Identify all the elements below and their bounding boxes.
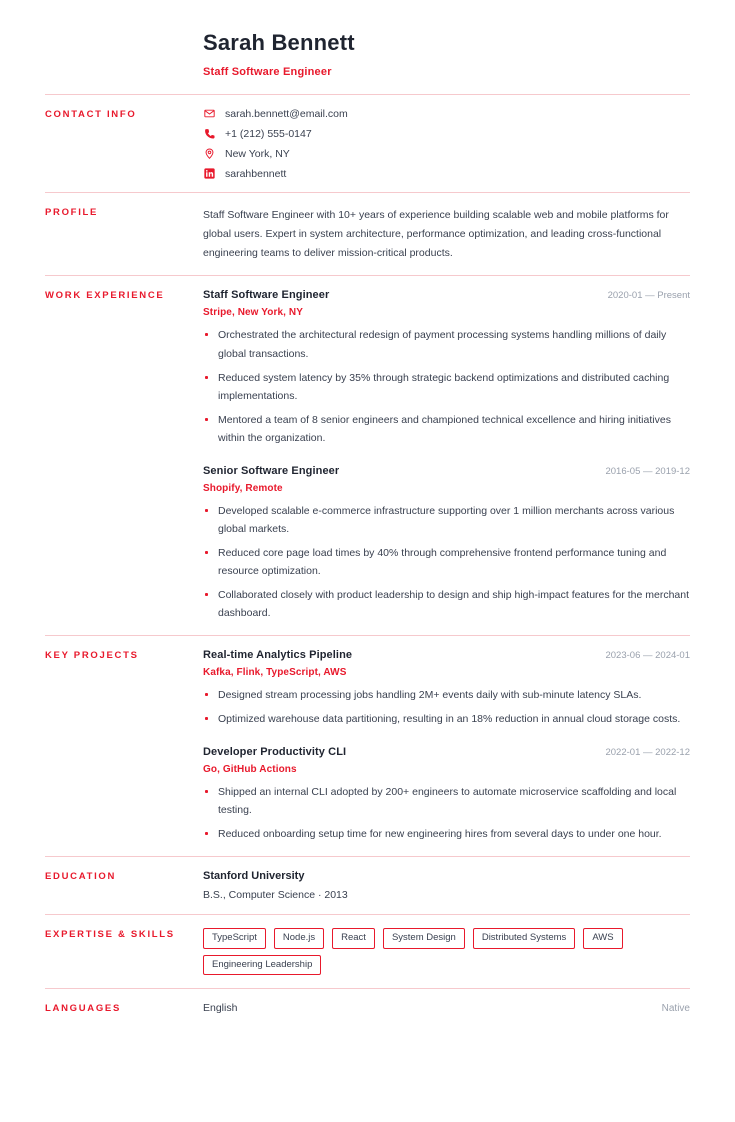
work-entry-company: Shopify, Remote (203, 482, 283, 494)
bullet-item: Orchestrated the architectural redesign of payment processing systems handling millions of daily global transactions. (203, 326, 690, 362)
contact-list (203, 108, 690, 179)
bullet-item: Reduced core page load times by 40% through comprehensive frontend performance tuning and resource optimization. (203, 544, 690, 580)
bullet-item: Reduced system latency by 35% through strategic backend optimizations and distributed caching implementations. (203, 369, 690, 405)
skill-chip: System Design (383, 928, 465, 948)
work-entry-date: 2016-05 — 2019-12 (605, 465, 690, 477)
location-pin-icon (203, 148, 216, 159)
section-label-profile: PROFILE (45, 207, 99, 219)
candidate-name: Sarah Bennett (203, 30, 355, 55)
section-languages (45, 988, 690, 1028)
section-profile (45, 192, 690, 275)
bullet-item: Designed stream processing jobs handling 2M+ events daily with sub-minute latency SLAs. (203, 686, 690, 704)
language-row (203, 1002, 690, 1014)
bullet-item: Developed scalable e-commerce infrastructure supporting over 1 million merchants across various global markets. (203, 502, 690, 538)
skill-chip: TypeScript (203, 928, 266, 948)
education-school: Stanford University (203, 870, 305, 883)
work-entry-title: Senior Software Engineer (203, 464, 340, 477)
project-entry-header (203, 649, 690, 661)
skill-chip: Node.js (274, 928, 324, 948)
section-label-expertise-skills: EXPERTISE & SKILLS (45, 929, 175, 941)
key-projects-list (203, 649, 690, 843)
profile-body (203, 206, 690, 262)
section-label-contact-info: CONTACT INFO (45, 109, 137, 121)
project-entry-title: Real-time Analytics Pipeline (203, 649, 353, 662)
contact-item-phone[interactable] (203, 128, 690, 139)
bullet-item: Optimized warehouse data partitioning, resulting in an 18% reduction in annual cloud storage costs. (203, 710, 690, 728)
work-entry (203, 289, 690, 446)
skill-chip: Engineering Leadership (203, 955, 321, 975)
resume-header (45, 0, 690, 94)
skills-body (203, 928, 690, 975)
envelope-icon (203, 108, 216, 119)
section-expertise-skills (45, 914, 690, 988)
profile-summary-text: Staff Software Engineer with 10+ years of experience building scalable web and mobile platforms for global users. Expert in system architecture, performance optimization, and leading cross-functional engineering teams to deliver mission-critical products. (203, 209, 669, 259)
contact-item-linkedin[interactable] (203, 168, 690, 179)
project-entry-header (203, 746, 690, 758)
education-degree: B.S., Computer Science · 2013 (203, 889, 348, 902)
work-entry-date: 2020-01 — Present (607, 290, 690, 302)
contact-value-linkedin: sarahbennett (225, 167, 287, 180)
education-list (203, 870, 690, 901)
language-name: English (203, 1002, 238, 1015)
bullet-item: Mentored a team of 8 senior engineers and championed technical excellence and hiring initiatives within the organization. (203, 411, 690, 447)
contact-value-phone: +1 (212) 555-0147 (225, 127, 312, 140)
section-label-education: EDUCATION (45, 871, 117, 883)
linkedin-icon (203, 168, 216, 179)
contact-item-location[interactable] (203, 148, 690, 159)
work-entry-title: Staff Software Engineer (203, 289, 330, 302)
contact-value-location: New York, NY (225, 147, 290, 160)
section-key-projects (45, 635, 690, 856)
section-contact-info (45, 94, 690, 192)
contact-value-email: sarah.bennett@email.com (225, 107, 348, 120)
project-entry-bullets (203, 686, 690, 728)
candidate-job-title: Staff Software Engineer (203, 66, 332, 79)
project-entry-date: 2023-06 — 2024-01 (605, 650, 690, 662)
bullet-item: Shipped an internal CLI adopted by 200+ engineers to automate microservice scaffolding and local testing. (203, 783, 690, 819)
skill-chip-list (203, 928, 690, 975)
project-entry-title: Developer Productivity CLI (203, 746, 347, 759)
phone-icon (203, 128, 216, 139)
skill-chip: AWS (583, 928, 622, 948)
section-education (45, 856, 690, 914)
section-work-experience (45, 275, 690, 635)
project-entry (203, 746, 690, 843)
work-experience-list (203, 289, 690, 622)
bullet-item: Collaborated closely with product leadership to design and ship high-impact features for the merchant dashboard. (203, 586, 690, 622)
skill-chip: React (332, 928, 375, 948)
skill-chip: Distributed Systems (473, 928, 575, 948)
section-label-key-projects: KEY PROJECTS (45, 650, 139, 662)
work-entry-header (203, 465, 690, 477)
project-entry-bullets (203, 783, 690, 843)
work-entry-header (203, 289, 690, 301)
education-entry (203, 870, 690, 901)
work-entry (203, 465, 690, 622)
section-label-work-experience: WORK EXPERIENCE (45, 290, 165, 302)
bullet-item: Reduced onboarding setup time for new engineering hires from several days to under one hour. (203, 825, 690, 843)
project-entry (203, 649, 690, 728)
project-entry-tech: Kafka, Flink, TypeScript, AWS (203, 667, 347, 679)
work-entry-bullets (203, 326, 690, 446)
languages-list (203, 1002, 690, 1015)
section-label-languages: LANGUAGES (45, 1003, 121, 1015)
project-entry-date: 2022-01 — 2022-12 (605, 747, 690, 759)
work-entry-bullets (203, 502, 690, 622)
project-entry-tech: Go, GitHub Actions (203, 764, 297, 776)
contact-item-email[interactable] (203, 108, 690, 119)
work-entry-company: Stripe, New York, NY (203, 307, 303, 319)
language-level: Native (661, 1003, 690, 1015)
